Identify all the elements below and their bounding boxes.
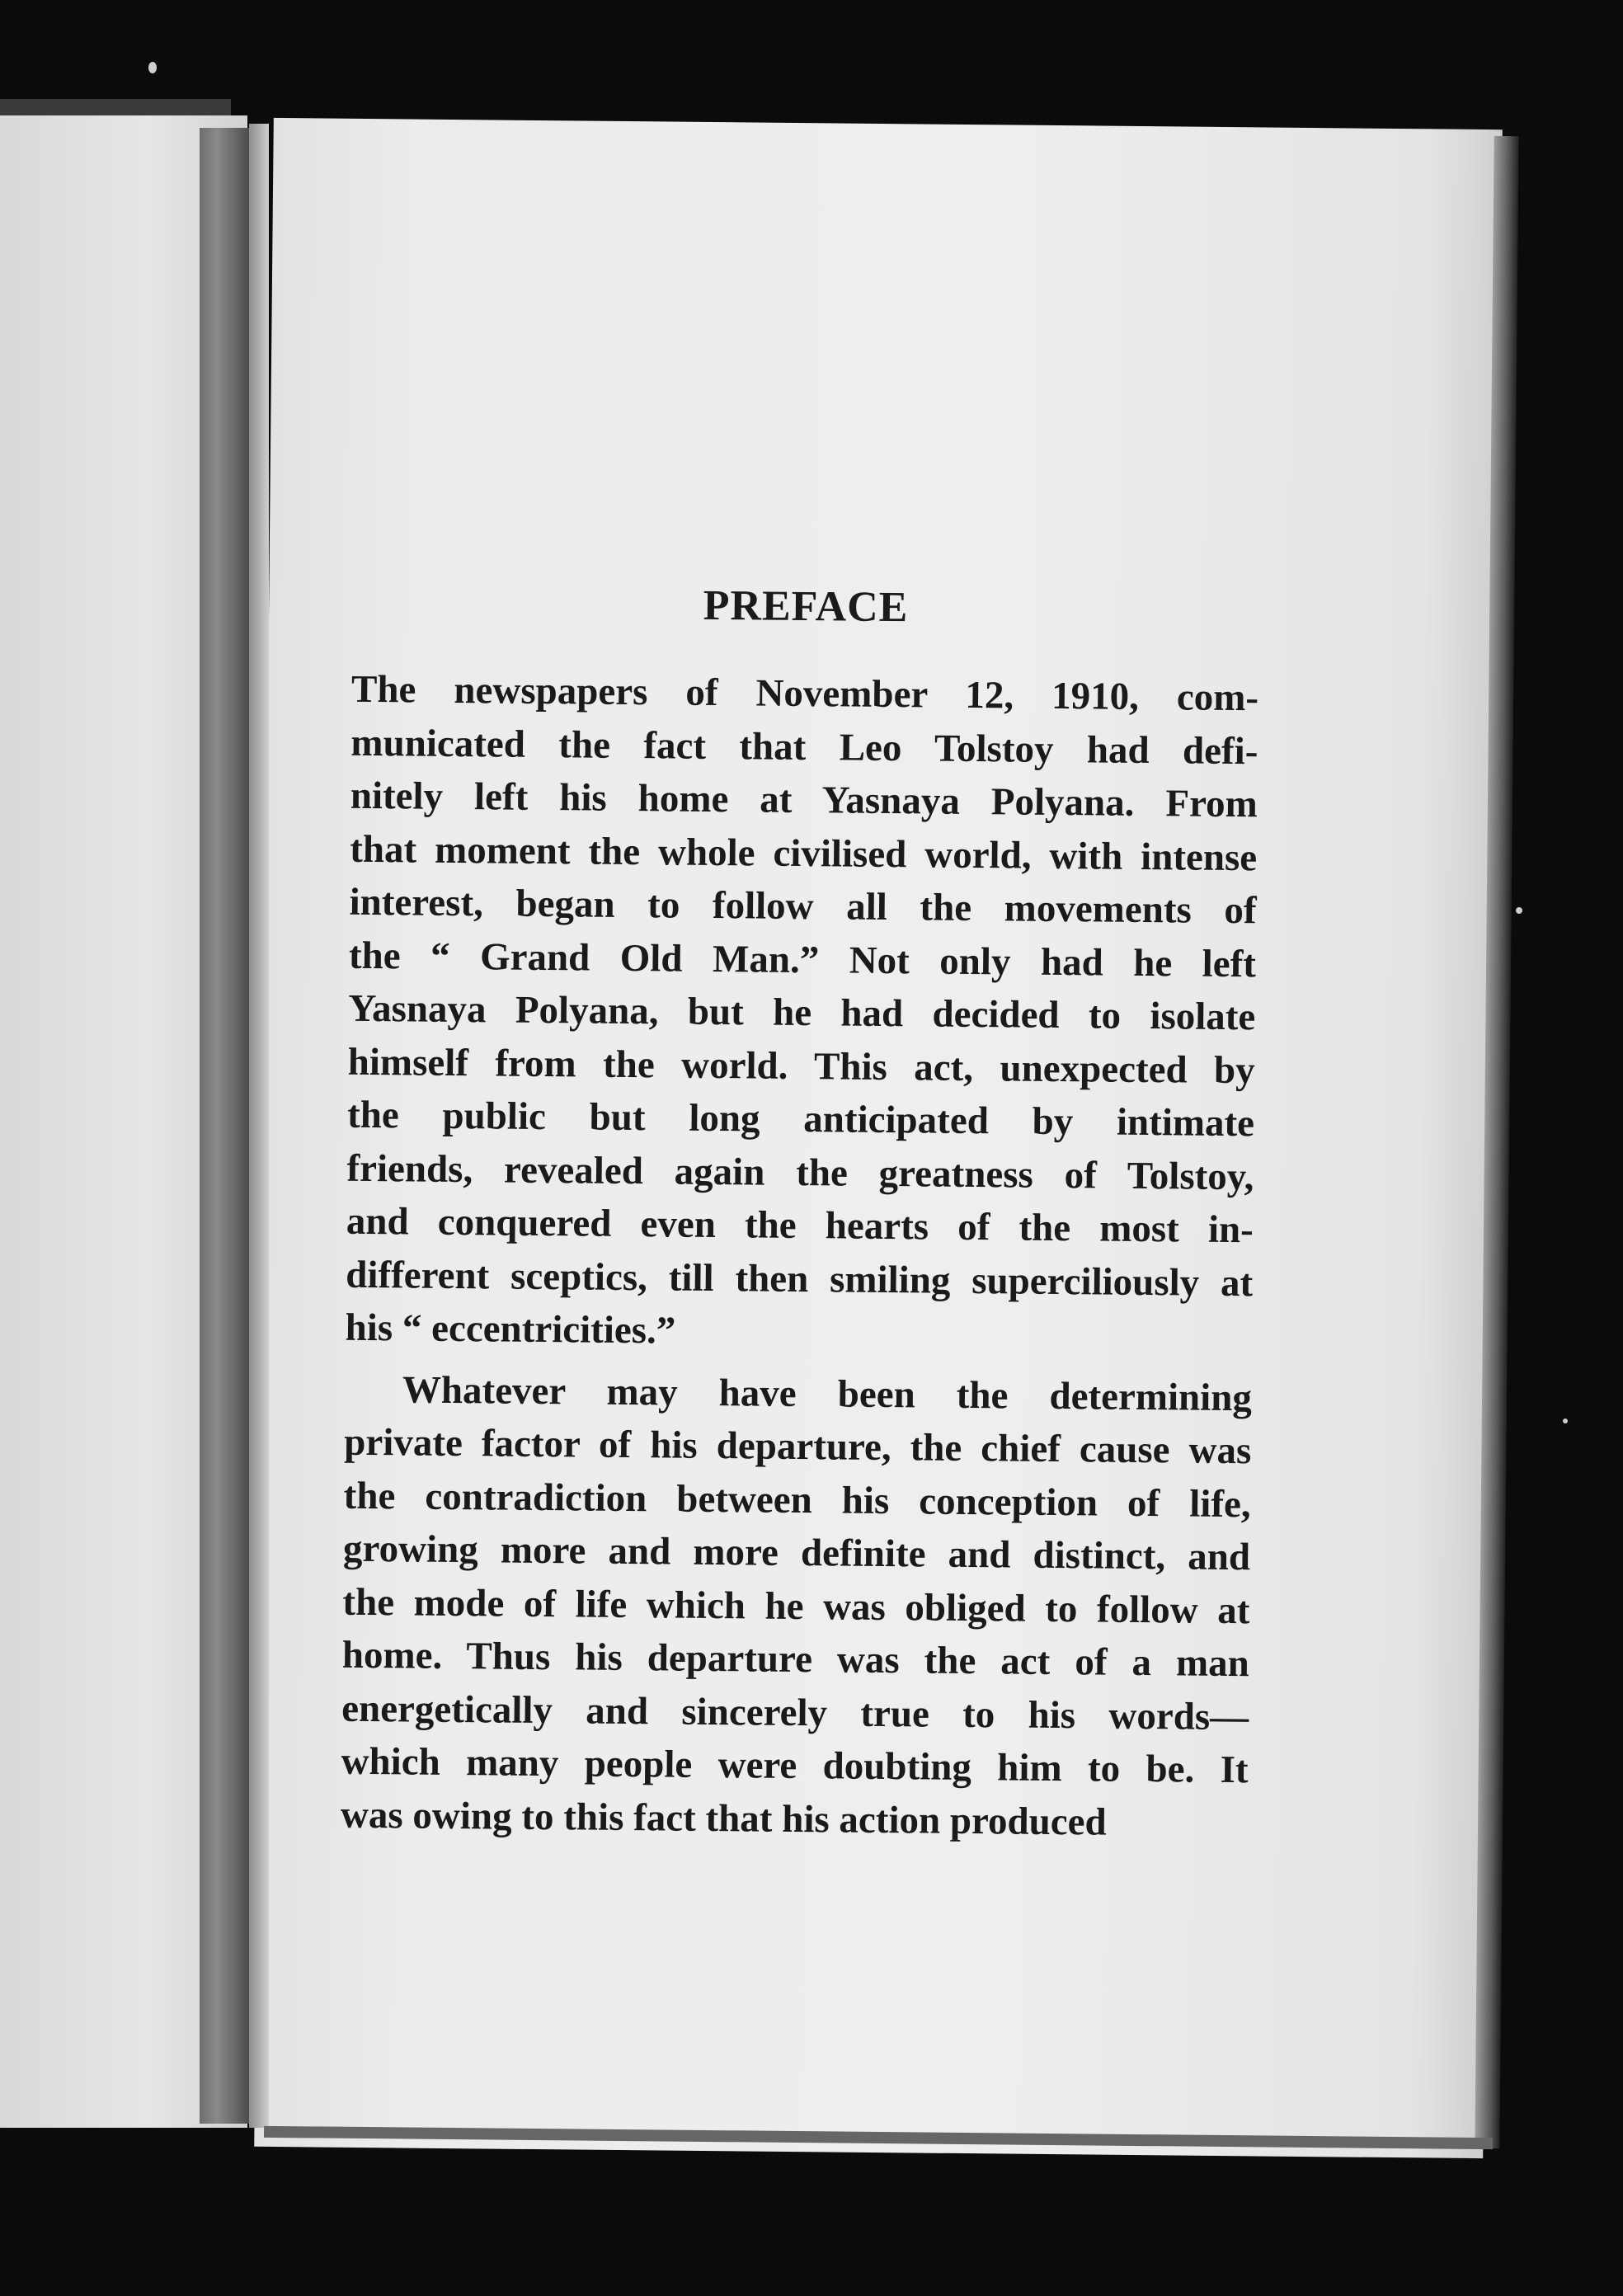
- paragraph: [341, 1363, 1253, 1851]
- text-line: himself from the world. This act, unexpected by: [347, 1040, 1255, 1093]
- text-line: different sceptics, till then smiling superciliously at: [346, 1253, 1254, 1306]
- text-line: The newspapers of November 12, 1910, com-: [350, 668, 1259, 720]
- text-line: municated the fact that Leo Tolstoy had defi-: [350, 721, 1258, 774]
- dust-speck: [148, 62, 157, 73]
- gutter-shadow: [249, 124, 269, 2128]
- text-line: Whatever may have been the determining: [402, 1368, 1253, 1420]
- text-line: private factor of his departure, the chief cause was: [344, 1421, 1252, 1473]
- text-line: Yasnaya Polyana, but he had decided to isolate: [348, 987, 1256, 1039]
- book-binding: [200, 128, 249, 2124]
- text-line: his “ eccentricities.”: [345, 1306, 676, 1353]
- left-page-top-edge: [0, 99, 231, 117]
- text-line: the contradiction between his conception of life,: [343, 1474, 1251, 1527]
- dust-speck: [1563, 1419, 1568, 1423]
- text-line: home. Thus his departure was the act of a man: [341, 1634, 1250, 1686]
- text-line: interest, began to follow all the movements of: [349, 881, 1257, 933]
- page-text: [341, 577, 1260, 1851]
- paragraph: [345, 663, 1258, 1363]
- text-line: which many people were doubting him to be. It: [341, 1740, 1249, 1792]
- text-line: was owing to this fact that his action produced: [340, 1793, 1107, 1844]
- text-line: the mode of life which he was obliged to follow at: [342, 1580, 1250, 1633]
- text-line: friends, revealed again the greatness of Tolstoy,: [346, 1146, 1254, 1199]
- dust-speck: [1516, 907, 1522, 914]
- text-line: that moment the whole civilised world, with intense: [349, 827, 1258, 880]
- text-line: the “ Grand Old Man.” Not only had he left: [348, 934, 1257, 986]
- text-line: nitely left his home at Yasnaya Polyana. From: [350, 774, 1258, 826]
- text-line: the public but long anticipated by intimate: [346, 1094, 1255, 1146]
- page-title: PREFACE: [703, 581, 909, 632]
- text-line: energetically and sincerely true to his words—: [341, 1687, 1249, 1739]
- text-line: growing more and more definite and distinct, and: [342, 1527, 1251, 1579]
- text-line: and conquered even the hearts of the most in-: [346, 1200, 1254, 1252]
